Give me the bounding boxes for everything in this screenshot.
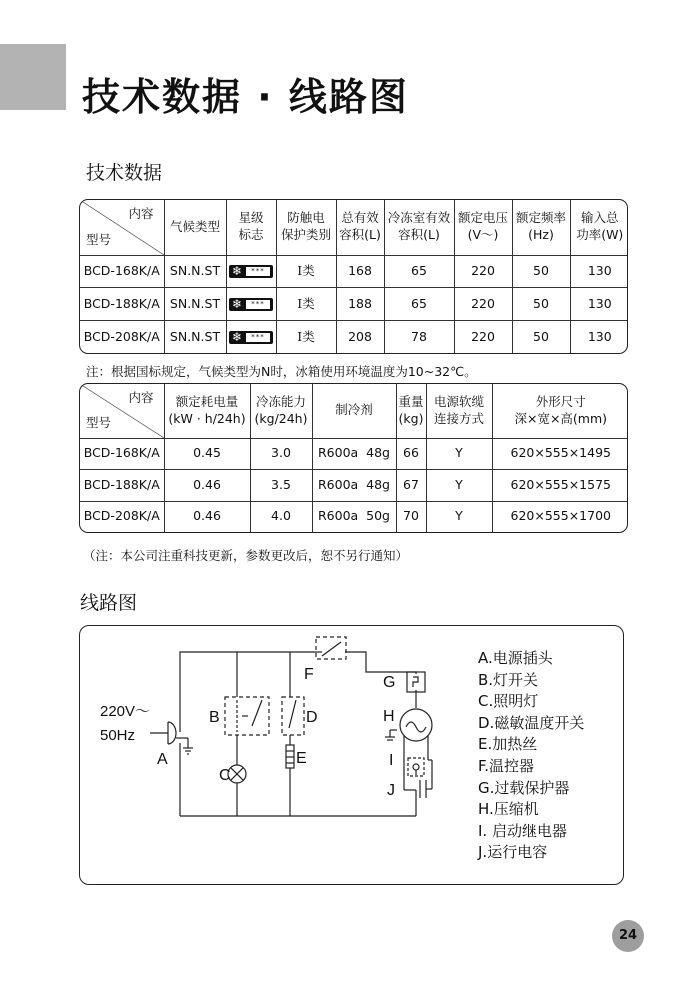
label-d: D [306,709,318,726]
light-switch-symbol [225,697,269,735]
legend-item: I. 启动继电器 [478,821,567,840]
cell-dimensions: 620×555×1575 [492,470,628,502]
cell-total-volume: 208 [336,321,384,353]
label-f: F [304,666,314,683]
cell-voltage: 220 [454,255,512,288]
legend-item: A.电源插头 [478,649,553,667]
update-note: （注：本公司注重科技更新，参数更改后，恕不另行通知） [83,548,409,563]
cell-freezing: 3.5 [250,470,312,502]
cell-cable: Y [426,470,492,502]
circuit-legend [478,648,584,864]
thermostat-symbol [316,637,346,659]
cell-refrigerant: R600a 50g [312,501,396,532]
cell-protection: Ⅰ类 [276,321,336,353]
header-star-rating: 星级 标志 [226,200,276,255]
cell-model: BCD-208K/A [80,321,164,353]
cell-refrigerant: R600a 48g [312,470,396,502]
legend-item: J.运行电容 [478,843,548,862]
cell-freezer-volume: 78 [384,321,454,353]
snowflake-icon: ❄ [232,264,243,279]
header-power: 输入总 功率(W) [570,200,628,255]
label-g: G [383,674,396,691]
header-freezing-capacity: 冷冻能力 (kg/24h) [250,384,312,438]
supply-voltage-label: 220V～ [100,703,151,720]
snowflake-icon: ❄ [232,329,243,344]
corner-bottom-label: 型号 [86,414,112,430]
snowflake-icon: ❄ [232,297,243,312]
label-h: H [383,708,395,725]
cell-climate: SN.N.ST [164,288,226,321]
cell-frequency: 50 [512,288,570,321]
header-frequency: 额定频率 (Hz) [512,200,570,255]
label-j: J [387,782,395,799]
start-relay-symbol [408,758,424,776]
supply-frequency-label: 50Hz [100,727,136,744]
legend-item: F.温控器 [478,756,534,775]
legend-item: B.灯开关 [478,670,539,689]
circuit-wires [180,652,416,816]
lamp-symbol [228,765,246,783]
header-weight: 重量 (kg) [396,384,426,438]
cell-protection: Ⅰ类 [276,288,336,321]
header-protection: 防触电 保护类别 [276,200,336,255]
cell-cable: Y [426,501,492,532]
cell-energy: 0.46 [164,501,250,532]
page-number: 24 [612,920,644,952]
cell-power: 130 [570,288,628,321]
label-e: E [296,750,307,767]
cell-voltage: 220 [454,288,512,321]
legend-item: C.照明灯 [478,692,539,711]
star-dots: *** [246,333,270,342]
corner-bottom-label: 型号 [86,231,112,247]
legend-item: E.加热丝 [478,735,538,754]
corner-top-label: 内容 [128,206,154,221]
cell-model: BCD-188K/A [80,288,164,321]
cell-weight: 66 [396,438,426,470]
climate-note: 注：根据国标规定，气候类型为N时，冰箱使用环境温度为10~32℃。 [86,364,477,379]
page-title: 技术数据 · 线路图 [82,75,409,119]
header-cable: 电源软缆 连接方式 [426,384,492,438]
corner-top-label: 内容 [128,390,154,405]
power-plug-symbol [150,722,193,754]
heater-symbol [286,745,294,768]
cell-energy: 0.46 [164,470,250,502]
cell-cable: Y [426,438,492,470]
cell-freezer-volume: 65 [384,288,454,321]
cell-climate: SN.N.ST [164,321,226,353]
label-b: B [209,709,220,726]
header-total-volume: 总有效 容积(L) [336,200,384,255]
cell-protection: Ⅰ类 [276,255,336,288]
cell-freezing: 3.0 [250,438,312,470]
cell-dimensions: 620×555×1700 [492,501,628,532]
cell-freezing: 4.0 [250,501,312,532]
legend-item: H.压缩机 [478,800,539,819]
magnetic-switch-symbol [282,697,304,735]
section-title-tech-data: 技术数据 [86,162,163,184]
overload-protector-symbol [407,672,425,692]
run-capacitor-symbol [420,760,432,798]
cell-energy: 0.45 [164,438,250,470]
star-dots: *** [246,300,270,309]
cell-weight: 70 [396,501,426,532]
cell-power: 130 [570,321,628,353]
header-dimensions: 外形尺寸 深×宽×高(mm) [492,384,628,438]
cell-model: BCD-168K/A [80,438,164,470]
header-energy: 额定耗电量 (kW · h/24h) [164,384,250,438]
cell-frequency: 50 [512,255,570,288]
header-freezer-volume: 冷冻室有效 容积(L) [384,200,454,255]
cell-refrigerant: R600a 48g [312,438,396,470]
star-dots: *** [246,267,270,276]
legend-item: G.过载保护器 [478,778,570,797]
cell-model: BCD-188K/A [80,470,164,502]
cell-dimensions: 620×555×1495 [492,438,628,470]
header-voltage: 额定电压 (V～) [454,200,512,255]
cell-frequency: 50 [512,321,570,353]
section-title-circuit: 线路图 [80,592,138,614]
legend-item: D.磁敏温度开关 [478,713,585,732]
label-a: A [157,751,168,768]
cell-model: BCD-168K/A [80,255,164,288]
cell-freezer-volume: 65 [384,255,454,288]
header-refrigerant: 制冷剂 [312,384,396,438]
label-c: C [219,767,231,784]
cell-power: 130 [570,255,628,288]
header-climate: 气候类型 [164,200,226,255]
cell-weight: 67 [396,470,426,502]
cell-voltage: 220 [454,321,512,353]
label-i: I [389,752,394,769]
cell-total-volume: 168 [336,255,384,288]
cell-model: BCD-208K/A [80,501,164,532]
cell-total-volume: 188 [336,288,384,321]
cell-climate: SN.N.ST [164,255,226,288]
